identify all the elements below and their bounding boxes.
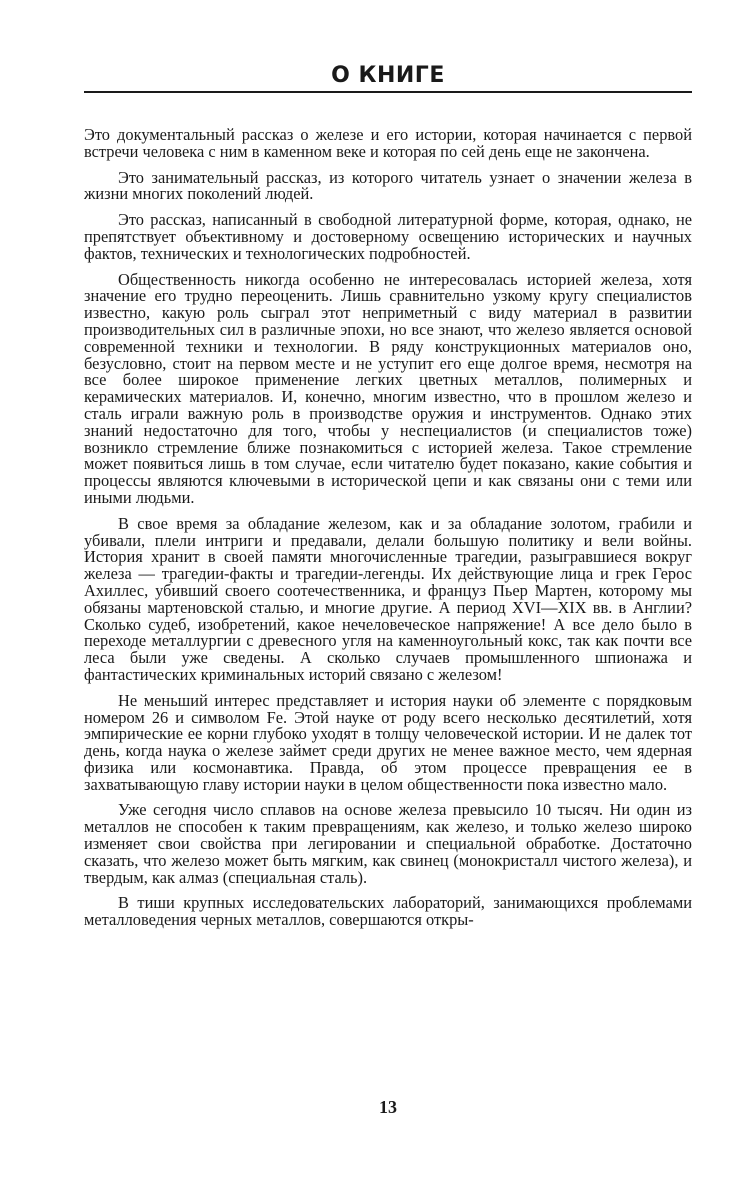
title-underline [84,91,692,93]
paragraph: Это занимательный рассказ, из которого читатель узнает о значении железа в жизни многих поколений людей. [84,167,692,204]
paragraph: Уже сегодня число сплавов на основе железа превысило 10 тысяч. Ни один из металлов не способен к таким превращениям, как железо, и только железо широко изменяет свои свойства при легировании и специальной обработке. Достаточно сказать, что железо может быть мягким, как свинец (монокристалл чистого железа), и твердым, как алмаз (специальная сталь). [84,800,692,887]
paragraph: В свое время за обладание железом, как и за обладание золотом, грабили и убивали, плели интриги и предавали, делали большую политику и вели войны. История хранит в своей памяти многочисленные трагедии, разыгравшиеся вокруг железа — трагедии-факты и трагедии-легенды. Их действующие лица и грек Герос Ахиллес, убивший своего соотечественника, и француз Пьер Мартен, которому мы обязаны мартеновской сталью, и многие другие. А период XVI—XIX вв. в Англии? Сколько судеб, изобретений, какое нечеловеческое напряжение! А все дело было в переходе металлургии с древесного угля на каменноугольный кокс, так как почти все леса были уже сведены. А сколько случаев промышленного шпионажа и фантастических криминальных историй связано с железом! [84,513,692,684]
page-number: 13 [379,1097,397,1117]
paragraph: Общественность никогда особенно не интересовалась историей железа, хотя значение его трудно переоценить. Лишь сравнительно узкому кругу специалистов известно, какую роль сыграл этот неприметный с виду материал в развитии производительных сил в различные эпохи, но все знают, что железо является основой современной техники и технологии. В ряду конструкционных материалов оно, безусловно, стоит на первом месте и не уступит его еще долгое время, несмотря на все более широкое применение легких цветных металлов, полимерных и керамических материалов. И, конечно, многим известно, что в прошлом железо и сталь играли важную роль в производстве оружия и инструментов. Однако этих знаний недостаточно для того, чтобы у неспециалистов (и специалистов тоже) возникло стремление ближе познакомиться с историей железа. Такое стремление может появиться лишь в том случае, если читателю будет показано, какие события и процессы являются ключевыми в исторической цепи и как связаны они с теми или иными людьми. [84,269,692,507]
section-title: О КНИГЕ [331,63,445,88]
paragraph: В тиши крупных исследовательских лабораторий, занимающихся проблемами металловедения черных металлов, совершаются откры- [84,893,692,930]
paragraph: Это рассказ, написанный в свободной литературной форме, которая, однако, не препятствует объективному и достоверному освещению исторических и научных фактов, технических и технологических подробностей. [84,210,692,263]
body-text [84,127,692,938]
paragraph: Это документальный рассказ о железе и его истории, которая начинается с первой встречи человека с ним в каменном веке и которая по сей день еще не закончена. [84,125,692,161]
paragraph: Не меньший интерес представляет и история науки об элементе с порядковым номером 26 и символом Fe. Этой науке от роду всего несколько десятилетий, хотя эмпирические ее корни глубоко уходят в толщу человеческой истории. И не далек тот день, когда наука о железе займет среди других не менее важное место, чем ядерная физика или космонавтика. Правда, об этом процессе превращения ее в захватывающую главу истории науки в целом общественности пока известно мало. [84,690,692,794]
